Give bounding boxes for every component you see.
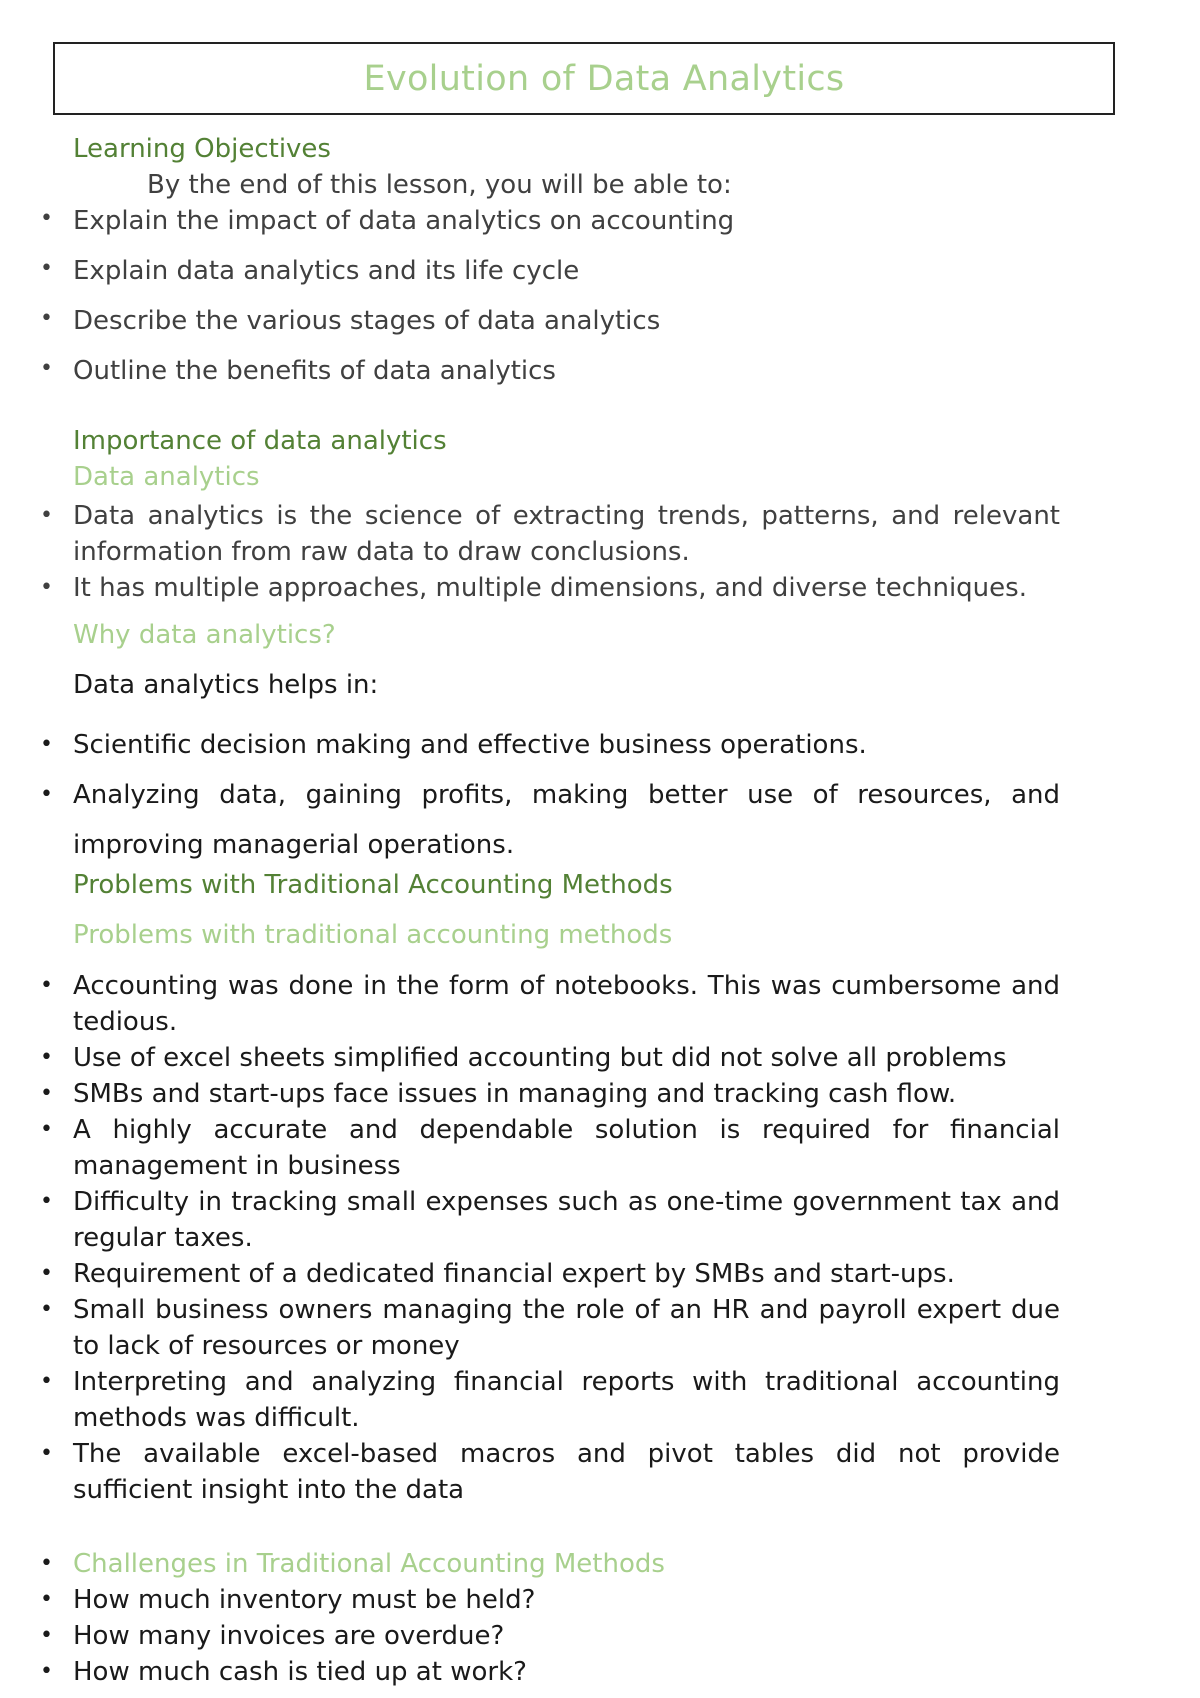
list-item: • Explain the impact of data analytics on accounting: [40, 206, 735, 236]
problems-subheading: Problems with traditional accounting methods: [73, 920, 673, 950]
list-item: • Data analytics is the science of extracting trends, patterns, and relevant information from raw data to draw conclusions.: [0, 498, 1060, 570]
list-item: • How many invoices are overdue?: [0, 1618, 1060, 1654]
list-item: • Use of excel sheets simplified accounting but did not solve all problems: [0, 1040, 1060, 1076]
list-item: • Accounting was done in the form of notebooks. This was cumbersome and tedious.: [0, 968, 1060, 1040]
bullet-icon: •: [40, 206, 53, 231]
bullet-icon: •: [40, 503, 53, 528]
importance-heading: Importance of data analytics: [73, 426, 447, 456]
bullet-icon: •: [40, 1117, 53, 1142]
list-item: • Outline the benefits of data analytics: [40, 356, 556, 386]
bullet-icon: •: [40, 1189, 53, 1214]
why-data-analytics-heading: Why data analytics?: [73, 620, 336, 650]
learning-objectives-heading: Learning Objectives: [73, 134, 331, 164]
problems-heading: Problems with Traditional Accounting Methods: [73, 870, 673, 900]
list-item: • Describe the various stages of data analytics: [40, 306, 661, 336]
list-item: • A highly accurate and dependable solution is required for financial management in business: [0, 1112, 1060, 1184]
list-item: • SMBs and start-ups face issues in managing and tracking cash flow.: [0, 1076, 1060, 1112]
title-box: [53, 42, 1115, 115]
document-title: Evolution of Data Analytics: [363, 58, 845, 99]
problems-list: [0, 968, 1060, 1508]
bullet-icon: •: [40, 356, 53, 381]
bullet-icon: •: [40, 973, 53, 998]
list-item: • The available excel-based macros and pivot tables did not provide sufficient insight into the data: [0, 1436, 1060, 1508]
bullet-icon: •: [40, 782, 53, 807]
bullet-icon: •: [40, 256, 53, 281]
importance-list: [0, 498, 1060, 606]
list-item: • Analyzing data, gaining profits, making better use of resources, and improving managerial operations.: [0, 770, 1060, 870]
why-intro: Data analytics helps in:: [73, 670, 379, 700]
list-item: • It has multiple approaches, multiple dimensions, and diverse techniques.: [0, 570, 1060, 606]
why-list: [0, 720, 1060, 870]
list-item: • Explain data analytics and its life cycle: [40, 256, 580, 286]
bullet-icon: •: [40, 1081, 53, 1106]
list-item: • Difficulty in tracking small expenses such as one-time government tax and regular taxes.: [0, 1184, 1060, 1256]
bullet-icon: •: [40, 1587, 53, 1612]
list-item: • Interpreting and analyzing financial reports with traditional accounting methods was difficult.: [0, 1364, 1060, 1436]
bullet-icon: •: [40, 732, 53, 757]
challenges-list: [0, 1546, 1060, 1690]
bullet-icon: •: [40, 1369, 53, 1394]
list-item: • How much cash is tied up at work?: [0, 1654, 1060, 1690]
learning-objectives-list: [0, 206, 1060, 406]
bullet-icon: •: [40, 306, 53, 331]
bullet-icon: •: [40, 1045, 53, 1070]
bullet-icon: •: [40, 1441, 53, 1466]
bullet-icon: •: [40, 1659, 53, 1684]
bullet-icon: •: [40, 1551, 53, 1576]
list-item: • Small business owners managing the role of an HR and payroll expert due to lack of resources or money: [0, 1292, 1060, 1364]
list-item: • Scientific decision making and effective business operations.: [0, 720, 1060, 770]
learning-objectives-intro: By the end of this lesson, you will be able to:: [147, 170, 732, 200]
data-analytics-subheading: Data analytics: [73, 462, 260, 492]
bullet-icon: •: [40, 575, 53, 600]
bullet-icon: •: [40, 1623, 53, 1648]
bullet-icon: •: [40, 1297, 53, 1322]
list-item: • How much inventory must be held?: [0, 1582, 1060, 1618]
bullet-icon: •: [40, 1261, 53, 1286]
challenges-heading: • Challenges in Traditional Accounting Methods: [0, 1546, 1060, 1582]
list-item: • Requirement of a dedicated financial expert by SMBs and start-ups.: [0, 1256, 1060, 1292]
